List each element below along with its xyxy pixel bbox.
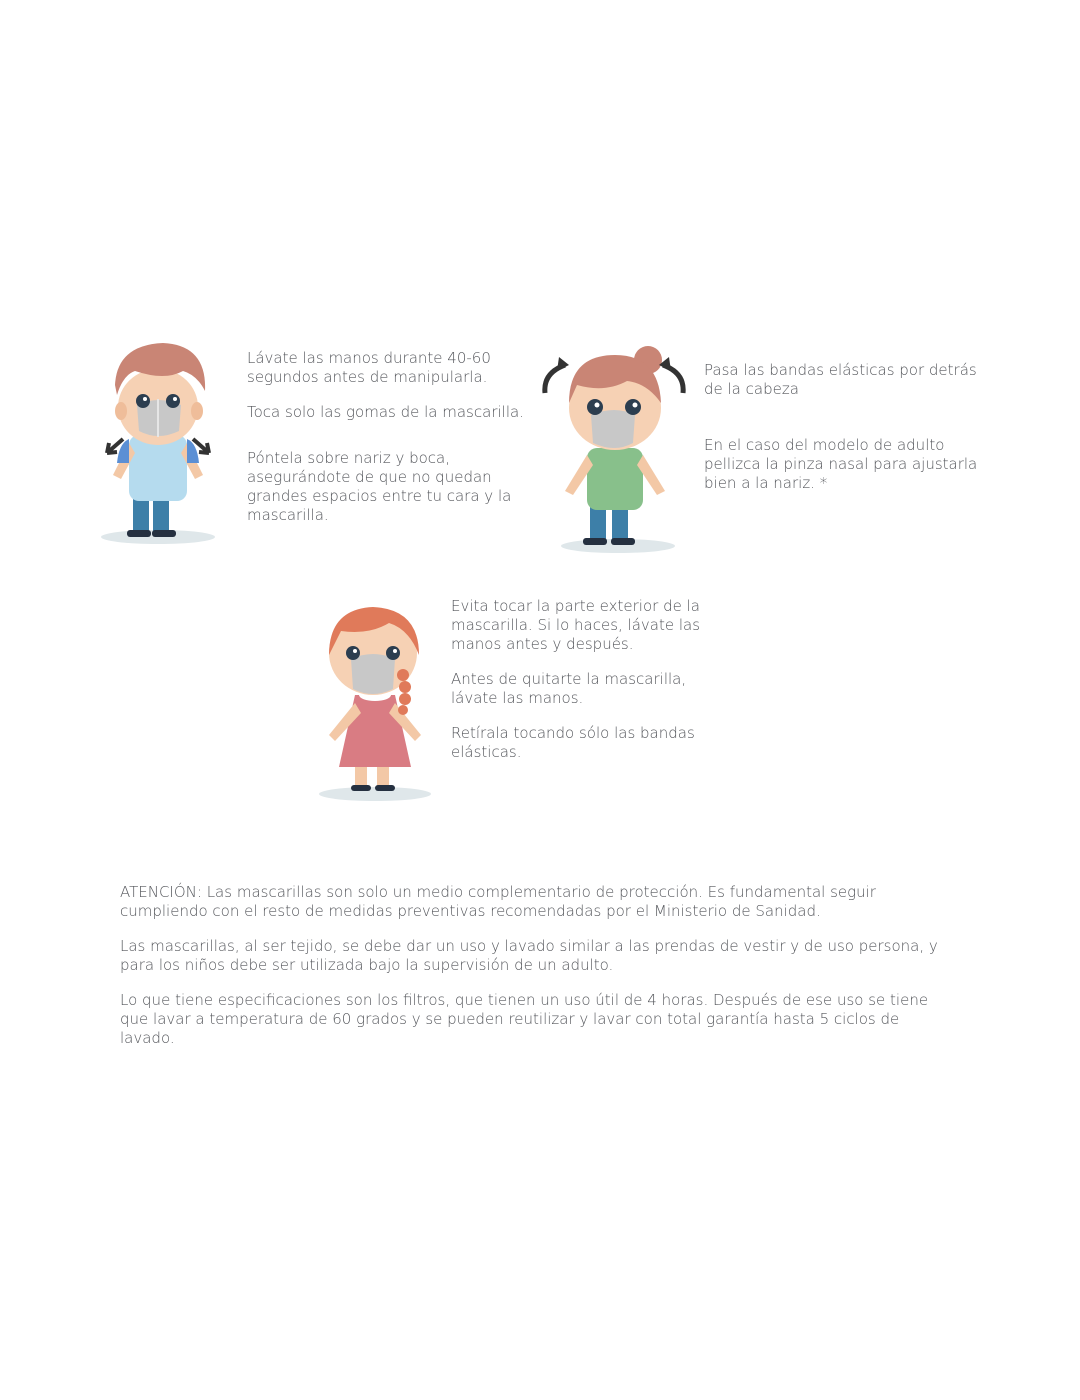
notes-line: que lavar a temperatura de 60 grados y se pueden reutilizar y lavar con total garantía hasta 5 ciclos de xyxy=(120,1010,900,1028)
notes-line: Lo que tiene especificaciones son los filtros, que tienen un uso útil de 4 horas. Después de ese uso se tiene xyxy=(120,991,929,1009)
notes-line: Las mascarillas, al ser tejido, se debe dar un uso y lavado similar a las prendas de vestir y de uso persona, y xyxy=(120,937,938,955)
notes-line: lavado. xyxy=(120,1029,175,1047)
step2-instructions xyxy=(704,361,1004,493)
notes-line: cumpliendo con el resto de medidas preventivas recomendadas por el Ministerio de Sanidad. xyxy=(120,902,821,920)
step1-instructions xyxy=(247,349,547,525)
step2-line: En el caso del modelo de adulto xyxy=(704,436,945,454)
notes-line: ATENCIÓN: Las mascarillas son solo un medio complementario de protección. Es fundamental seguir xyxy=(120,883,876,901)
step1-line: Toca solo las gomas de la mascarilla. xyxy=(247,403,524,421)
attention-notes xyxy=(120,883,950,1048)
girl-with-bun-mask-illustration xyxy=(535,343,695,558)
step1-line: segundos antes de manipularla. xyxy=(247,368,488,386)
step3-line: Antes de quitarte la mascarilla, xyxy=(451,670,687,688)
step2-line: bien a la nariz. * xyxy=(704,474,828,492)
step2-line: pellizca la pinza nasal para ajustarla xyxy=(704,455,978,473)
notes-line: para los niños debe ser utilizada bajo la supervisión de un adulto. xyxy=(120,956,614,974)
step2-line: de la cabeza xyxy=(704,380,799,398)
step1-line: grandes espacios entre tu cara y la xyxy=(247,487,512,505)
step3-line: lávate las manos. xyxy=(451,689,584,707)
step3-line: mascarilla. Si lo haces, lávate las xyxy=(451,616,701,634)
step3-line: manos antes y después. xyxy=(451,635,634,653)
step1-line: Lávate las manos durante 40-60 xyxy=(247,349,491,367)
step1-line: Póntela sobre nariz y boca, xyxy=(247,449,451,467)
step1-line: asegurándote de que no quedan xyxy=(247,468,492,486)
step3-line: Retírala tocando sólo las bandas xyxy=(451,724,695,742)
step1-line: mascarilla. xyxy=(247,506,329,524)
boy-with-mask-illustration xyxy=(95,335,225,550)
step3-instructions xyxy=(451,597,721,762)
step3-line: elásticas. xyxy=(451,743,522,761)
step3-line: Evita tocar la parte exterior de la xyxy=(451,597,700,615)
step2-line: Pasa las bandas elásticas por detrás xyxy=(704,361,977,379)
girl-with-braid-mask-illustration xyxy=(315,595,440,805)
